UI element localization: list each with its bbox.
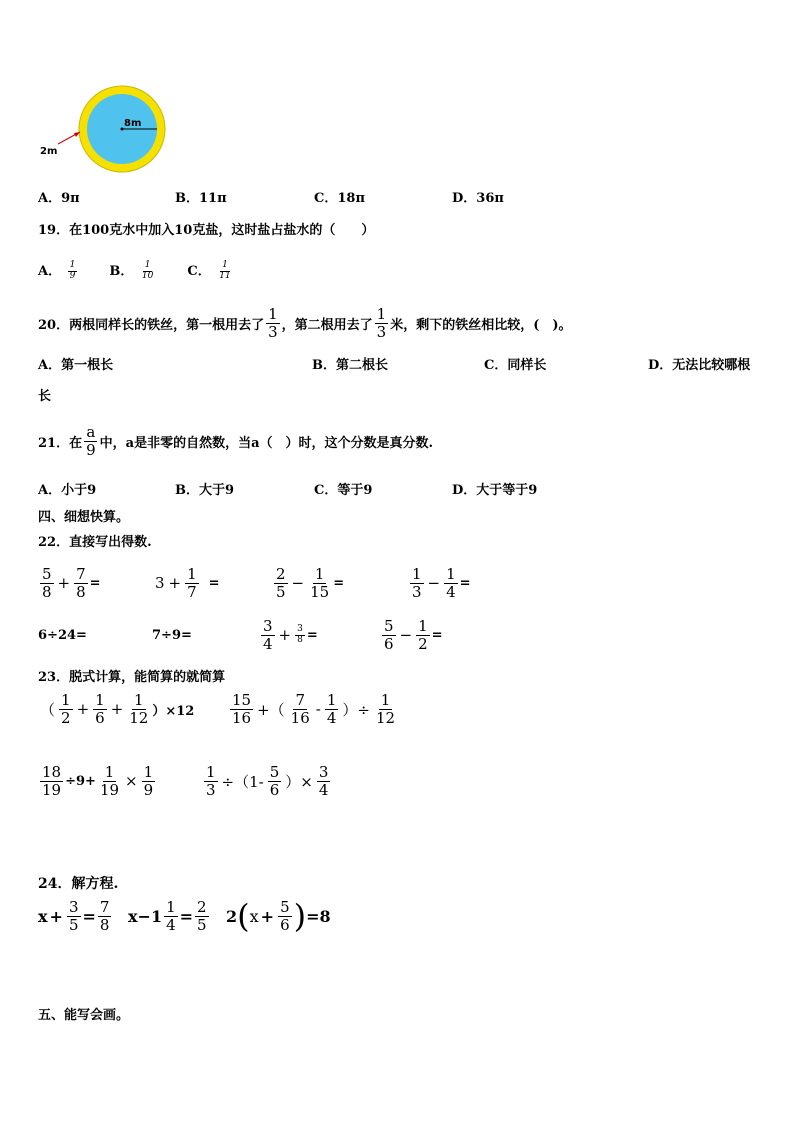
fraction: $\frac{2}{5}$ [197, 898, 207, 934]
q18-option-c[interactable]: C．18π [314, 191, 365, 206]
fraction: $\frac{1}{9}$ [69, 260, 76, 281]
fraction: $\frac{7}{8}$ [76, 565, 86, 601]
q24-equation-3: 2 ( x + $\frac{5}{6}$ ) =8 [226, 897, 331, 935]
fraction: $\frac{a}{9}$ [86, 423, 96, 459]
q23-problem-3: $\frac{18}{19}$ ÷9+ $\frac{1}{19}$ × $\frac{1}{9}$ [42, 763, 154, 799]
fraction: $\frac{1}{3}$ [206, 763, 216, 799]
fraction: $\frac{5}{8}$ [42, 565, 52, 601]
fraction: $\frac{1}{12}$ [375, 691, 396, 727]
fraction: $\frac{1}{2}$ [418, 617, 428, 653]
q19-option-b[interactable]: B． $\frac{1}{10}$ [109, 260, 154, 281]
q19-option-c[interactable]: C． $\frac{1}{11}$ [187, 260, 231, 281]
fraction: $\frac{1}{3}$ [412, 565, 422, 601]
section-heading-5: 五、能写会画。 [38, 1008, 130, 1023]
q21-option-b[interactable]: B．大于9 [175, 483, 235, 498]
q20-option-b[interactable]: B．第二根长 [312, 358, 388, 373]
fraction: $\frac{1}{15}$ [310, 565, 330, 601]
q20-option-c[interactable]: C．同样长 [484, 358, 547, 373]
fraction: $\frac{1}{7}$ [187, 565, 197, 601]
fraction: $\frac{1}{4}$ [446, 565, 456, 601]
fraction: $\frac{1}{12}$ [129, 691, 149, 727]
fraction: $\frac{1}{11}$ [219, 260, 231, 281]
q20-option-d[interactable]: D．无法比较哪根 [648, 358, 751, 373]
q24-equation-1: x + $\frac{3}{5}$ = $\frac{7}{8}$ [38, 898, 110, 934]
q22-expr-4: $\frac{1}{3}$ − $\frac{1}{4}$ = [412, 565, 471, 601]
q19-stem: 19．在100克水中加入10克盐，这时盐占盐水的（ ） [38, 223, 375, 238]
q19-options [38, 260, 235, 282]
q18-option-a[interactable]: A．9π [38, 191, 80, 206]
q22-expr-8: $\frac{5}{6}$ − $\frac{1}{2}$ = [384, 617, 443, 653]
fraction: $\frac{7}{16}$ [290, 691, 310, 727]
q24-equation-2: x−1 $\frac{1}{4}$ = $\frac{2}{5}$ [128, 898, 207, 934]
q22-expr-7: $\frac{3}{4}$ + $\frac{3}{8}$ = [263, 617, 318, 653]
section-heading-4: 四、细想快算。 [38, 510, 130, 525]
ring-width-label: 2m [40, 146, 58, 157]
fraction: $\frac{18}{19}$ [42, 763, 62, 799]
q23-problem-4: $\frac{1}{3}$ ÷（1- $\frac{5}{6}$ ）× $\frac{3}{4}$ [206, 763, 329, 799]
fraction: $\frac{1}{10}$ [141, 260, 154, 281]
q21-stem: 21．在 $\frac{a}{9}$ 中，a是非零的自然数，当a（ ）时，这个分数是真分数. [38, 423, 434, 459]
fraction: $\frac{5}{6}$ [384, 617, 394, 653]
fraction: $\frac{1}{19}$ [99, 763, 120, 799]
q20-option-d-wrap: 长 [38, 389, 52, 404]
q21-option-a[interactable]: A．小于9 [38, 483, 97, 498]
fraction: $\frac{3}{4}$ [318, 763, 329, 799]
fraction: $\frac{1}{2}$ [61, 691, 71, 727]
q23-problem-2: $\frac{15}{16}$ +（ $\frac{7}{16}$ - $\frac{1}{4}$ ）÷ $\frac{1}{12}$ [232, 691, 396, 727]
q22-stem: 22．直接写出得数. [38, 535, 152, 550]
fraction: $\frac{1}{9}$ [143, 763, 154, 799]
fraction: $\frac{3}{5}$ [68, 898, 79, 934]
fraction: $\frac{2}{5}$ [276, 565, 286, 601]
radius-label: 8m [124, 118, 142, 129]
q23-stem: 23．脱式计算，能简算的就简算 [38, 670, 226, 685]
fraction: $\frac{7}{8}$ [99, 898, 110, 934]
q21-option-c[interactable]: C．等于9 [314, 483, 373, 498]
q18-option-d[interactable]: D．36π [452, 191, 504, 206]
fraction: $\frac{1}{6}$ [95, 691, 105, 727]
fraction: $\frac{1}{4}$ [326, 691, 337, 727]
q23-problem-1: （ $\frac{1}{2}$ + $\frac{1}{6}$ + $\frac{1}{12}$ ）×12 [40, 691, 195, 727]
fraction: $\frac{5}{6}$ [269, 763, 280, 799]
q19-option-a[interactable]: A． $\frac{1}{9}$ [38, 260, 76, 281]
q22-expr-3: $\frac{2}{5}$ − $\frac{1}{15}$ = [276, 565, 345, 601]
q22-expr-2: 3 + $\frac{1}{7}$ = [155, 565, 220, 601]
q22-expr-5: 6÷24= [38, 628, 87, 643]
ring-figure [36, 82, 166, 178]
q18-option-b[interactable]: B．11π [175, 191, 227, 206]
q20-option-a[interactable]: A．第一根长 [38, 358, 114, 373]
fraction: $\frac{1}{4}$ [166, 898, 176, 934]
q20-stem: 20．两根同样长的铁丝，第一根用去了 $\frac{1}{3}$ ，第二根用去了 $\frac{1}{3}$ 米，剩下的铁丝相比较，( )。 [38, 305, 572, 341]
fraction: $\frac{3}{4}$ [263, 617, 273, 653]
q21-option-d[interactable]: D．大于等于9 [452, 483, 538, 498]
q24-stem: 24．解方程. [38, 876, 119, 892]
fraction: $\frac{1}{3}$ [376, 305, 387, 341]
fraction: $\frac{15}{16}$ [232, 691, 252, 727]
fraction: $\frac{3}{8}$ [297, 623, 303, 645]
q22-expr-1: $\frac{5}{8}$ + $\frac{7}{8}$ = [42, 565, 101, 601]
fraction: $\frac{5}{6}$ [280, 898, 290, 934]
q22-expr-6: 7÷9= [152, 628, 192, 643]
fraction: $\frac{1}{3}$ [268, 305, 278, 341]
